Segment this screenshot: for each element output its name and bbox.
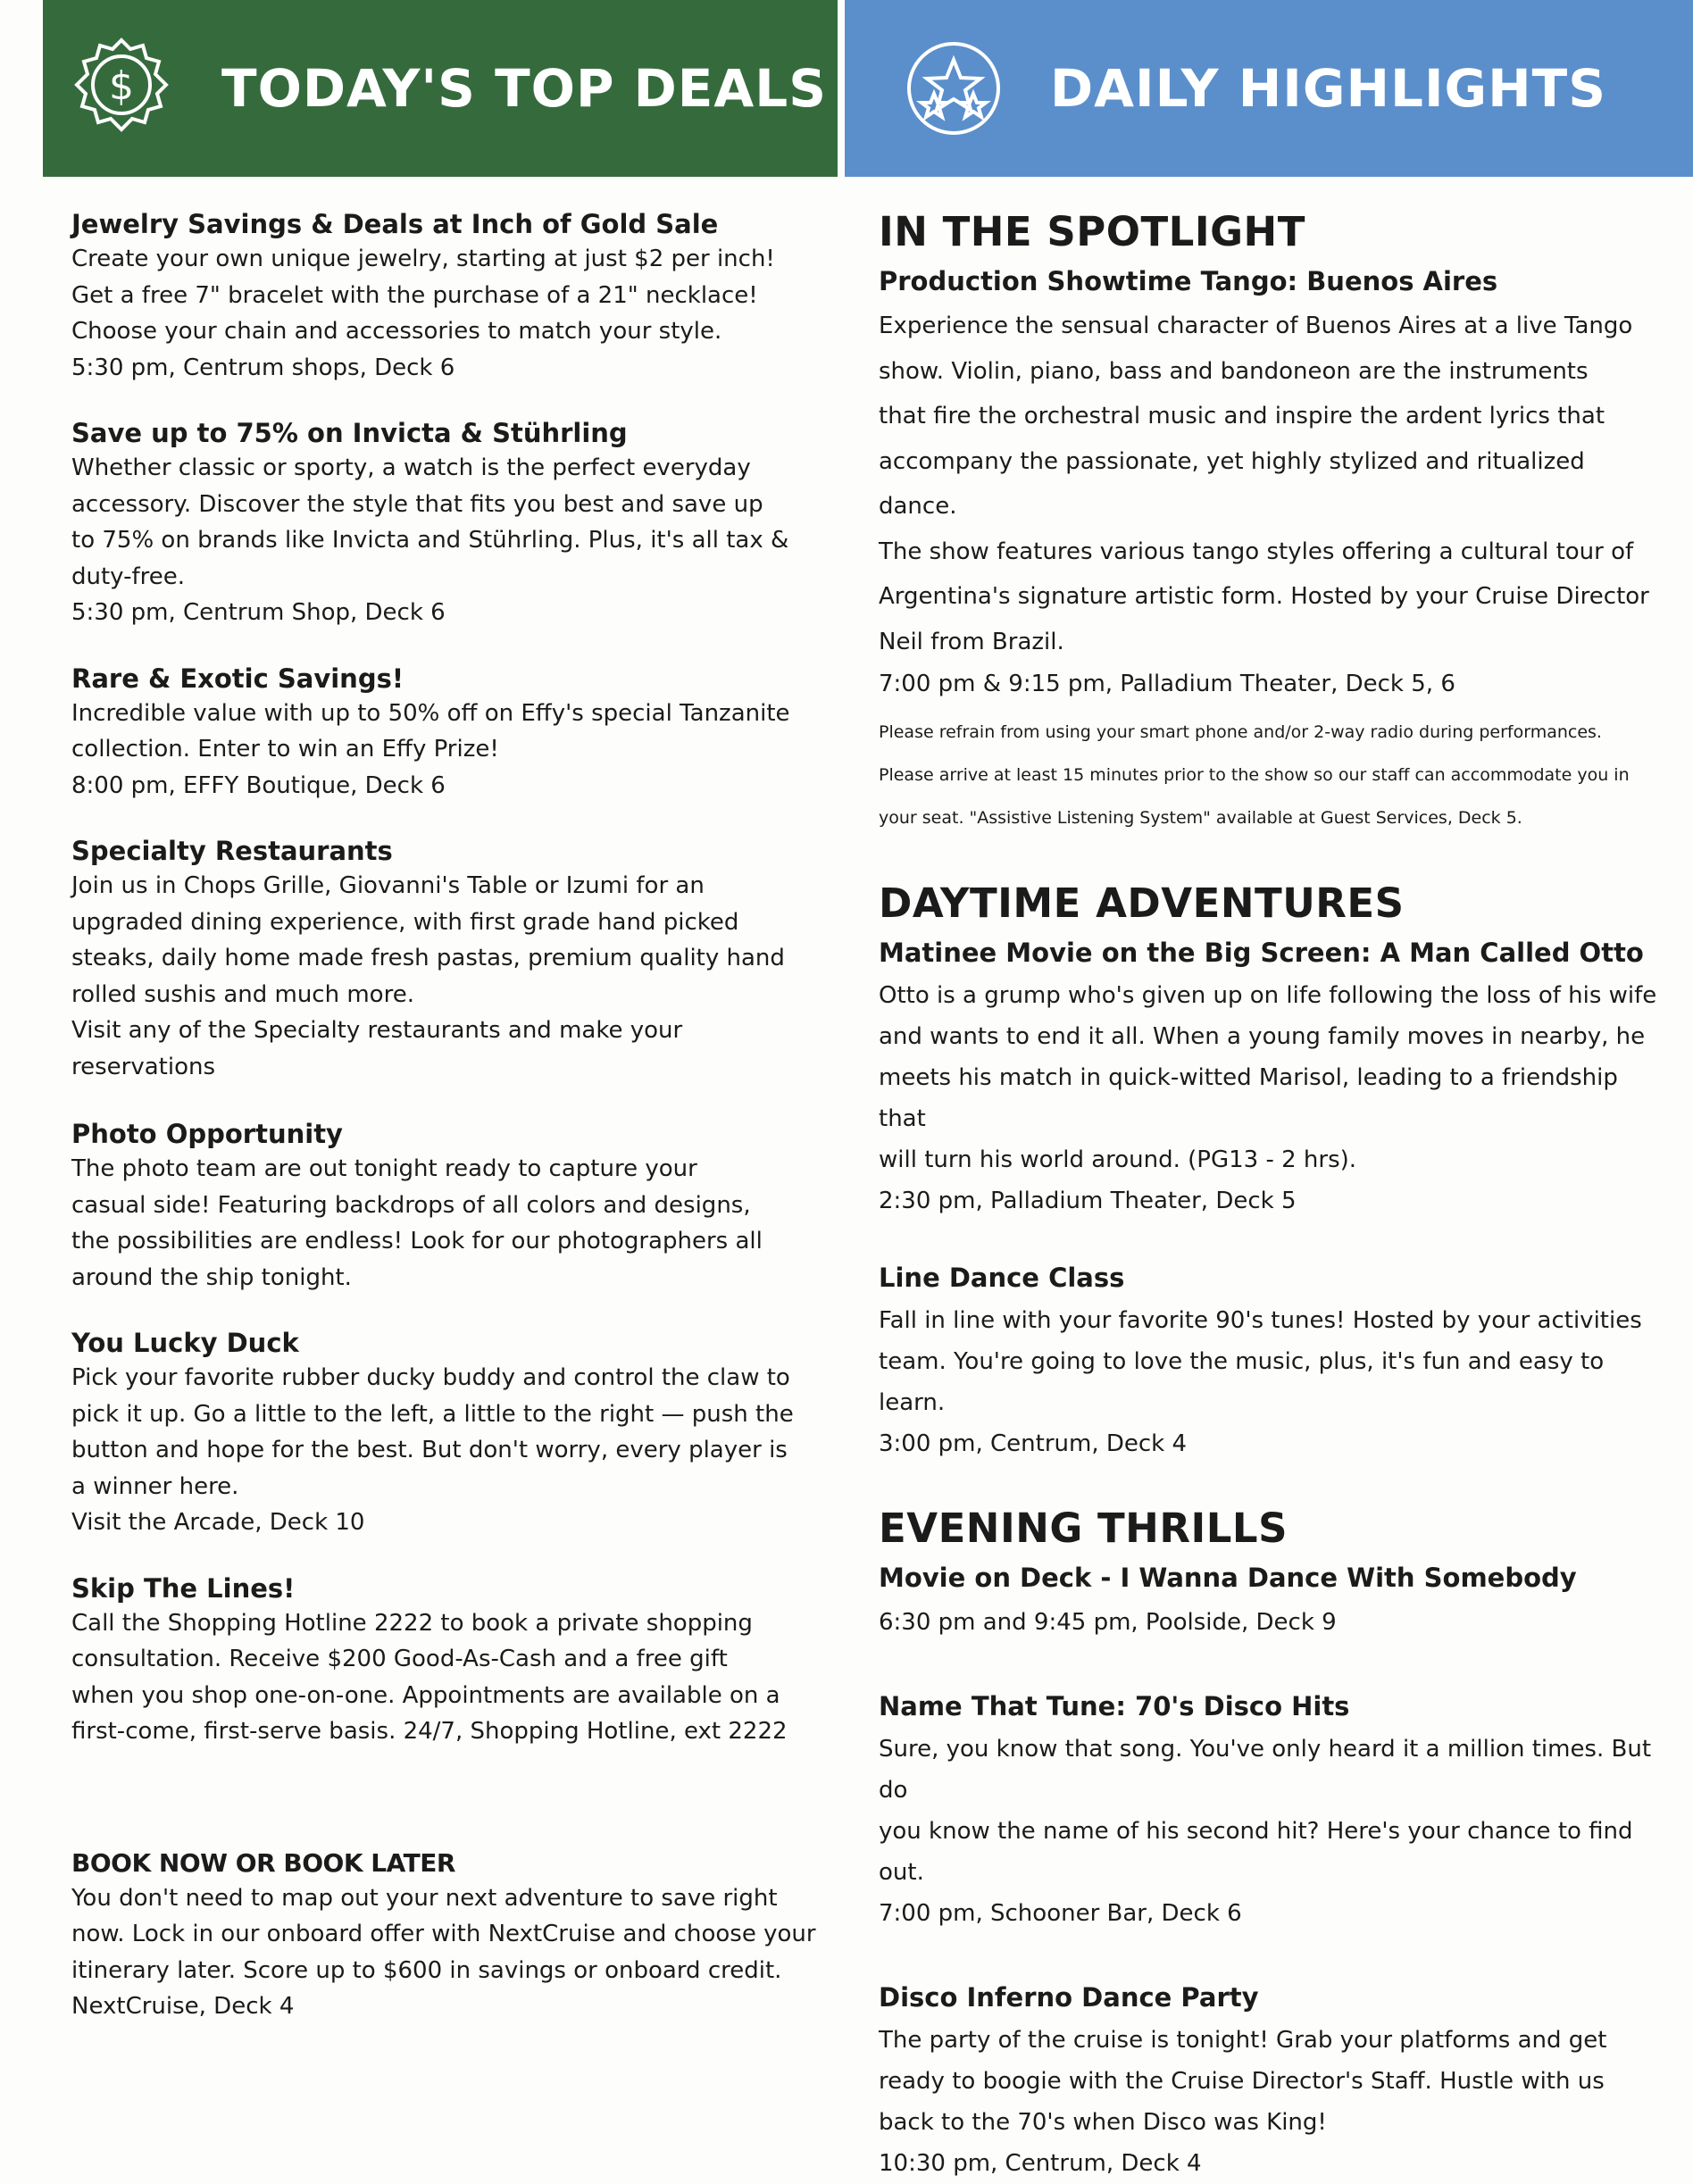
book-now-title: BOOK NOW OR BOOK LATER <box>71 1847 455 1878</box>
deal-title: Rare & Exotic Savings! <box>71 663 404 694</box>
event-text: Sure, you know that song. You've only heard it a million times. But do you know the name of his second hit? Here's your chance to find out. <box>879 1736 1652 1886</box>
top-deals-title: TODAY'S TOP DEALS <box>221 58 828 119</box>
event-item <box>879 1689 1664 1934</box>
event-text: Otto is a grump who's given up on life following the loss of his wife and wants to end it all. When a young family moves in nearby, he meets his match in quick-witted Marisol, leading to a friendship that will turn his world around. (PG13 - 2 hrs). <box>879 982 1657 1173</box>
deal-title: You Lucky Duck <box>71 1328 299 1358</box>
section-heading: IN THE SPOTLIGHT <box>879 208 1305 255</box>
deal-text: Incredible value with up to 50% off on Effy's special Tanzanite collection. Enter to win an Effy Prize! <box>71 699 790 763</box>
daily-highlights-header <box>845 0 1693 177</box>
deal-meta: 8:00 pm, EFFY Boutique, Deck 6 <box>71 771 446 799</box>
event-text: Experience the sensual character of Buenos Aires at a live Tango show. Violin, piano, bass and bandoneon are the instruments that fire the orchestral music and inspire the ardent lyrics that accompany the passionate, yet highly stylized and ritualized dance. The show features various tango styles offering a cultural tour of Argentina's signature artistic form. Hosted by your Cruise Director Neil from Brazil. <box>879 313 1649 655</box>
top-deals-header <box>43 0 838 177</box>
event-text: Fall in line with your favorite 90's tunes! Hosted by your activities team. You're going to love the music, plus, it's fun and easy to learn. <box>879 1307 1642 1416</box>
event-title: Production Showtime Tango: Buenos Aires <box>879 266 1498 296</box>
event-title: Name That Tune: 70's Disco Hits <box>879 1691 1350 1721</box>
event-meta: 7:00 pm & 9:15 pm, Palladium Theater, Deck 5, 6 <box>879 671 1455 697</box>
book-now-text: You don't need to map out your next adventure to save right now. Lock in our onboard offer with NextCruise and choose your itinerary later. Score up to $600 in savings or onboard credit. <box>71 1884 816 1984</box>
deal-skip-lines <box>71 1571 821 1750</box>
daily-highlights-title: DAILY HIGHLIGHTS <box>1050 58 1607 119</box>
event-title: Movie on Deck - I Wanna Dance With Somebody <box>879 1563 1577 1593</box>
deal-text: Create your own unique jewelry, starting at just $2 per inch! Get a free 7" bracelet with the purchase of a 21" necklace! Choose your chain and accessories to match your style. <box>71 246 775 345</box>
deal-title: Save up to 75% on Invicta & Stührling <box>71 418 628 448</box>
svg-text:$: $ <box>109 63 134 109</box>
deal-effy <box>71 662 821 804</box>
event-item <box>879 1261 1664 1464</box>
deal-title: Specialty Restaurants <box>71 836 393 866</box>
event-meta: 10:30 pm, Centrum, Deck 4 <box>879 2150 1202 2177</box>
deal-title: Photo Opportunity <box>71 1119 343 1149</box>
top-deals-column <box>71 207 821 2025</box>
daytime-section <box>879 877 1664 1464</box>
deal-text: Call the Shopping Hotline 2222 to book a private shopping consultation. Receive $200 Good-As-Cash and a free gift when you shop one-on-one. Appointments are available on a first-come, first-serve basis. 24/7, Shopping Hotline, ext 2222 <box>71 1609 788 1745</box>
deal-restaurants <box>71 834 821 1085</box>
deal-text: Pick your favorite rubber ducky buddy and control the claw to pick it up. Go a little to the left, a little to the right — push the button and hope for the best. But don't worry, every player is a winner here. <box>71 1364 794 1500</box>
deal-title: Jewelry Savings & Deals at Inch of Gold Sale <box>71 209 719 239</box>
deal-meta: Visit the Arcade, Deck 10 <box>71 1509 365 1536</box>
deal-jewelry <box>71 207 821 386</box>
deal-meta: 5:30 pm, Centrum shops, Deck 6 <box>71 354 455 381</box>
section-heading: EVENING THRILLS <box>879 1505 1288 1552</box>
event-item <box>879 1561 1664 1643</box>
dollar-badge-icon <box>68 35 175 142</box>
deal-photo <box>71 1117 821 1296</box>
book-now-meta: NextCruise, Deck 4 <box>71 1993 295 2020</box>
event-meta: 3:00 pm, Centrum, Deck 4 <box>879 1430 1188 1457</box>
evening-section <box>879 1502 1664 2184</box>
deal-text: Whether classic or sporty, a watch is the perfect everyday accessory. Discover the style that fits you best and save up to 75% on brands like Invicta and Stührling. Plus, it's all tax & duty-free. <box>71 454 789 590</box>
event-title: Matinee Movie on the Big Screen: A Man Called Otto <box>879 938 1644 968</box>
star-badge-icon <box>900 35 1007 142</box>
performance-note: Please refrain from using your smart phone and/or 2-way radio during performances. Please arrive at least 15 minutes prior to the show so our staff can accommodate you in your seat. "Assistive Listening System" available at Guest Services, Deck 5. <box>879 722 1630 828</box>
event-meta: 2:30 pm, Palladium Theater, Deck 5 <box>879 1188 1297 1214</box>
spotlight-section <box>879 205 1664 839</box>
event-item <box>879 936 1664 1221</box>
event-meta: 6:30 pm and 9:45 pm, Poolside, Deck 9 <box>879 1609 1337 1636</box>
deal-text: Join us in Chops Grille, Giovanni's Table or Izumi for an upgraded dining experience, with first grade hand picked steaks, daily home made fresh pastas, premium quality hand rolled sushis and much more. Visit any of the Specialty restaurants and make your reservations <box>71 872 785 1080</box>
event-item <box>879 1980 1664 2184</box>
event-text: The party of the cruise is tonight! Grab your platforms and get ready to boogie with the Cruise Director's Staff. Hustle with us back to the 70's when Disco was King! <box>879 2027 1607 2136</box>
deal-meta: 5:30 pm, Centrum Shop, Deck 6 <box>71 599 446 626</box>
deal-lucky-duck <box>71 1326 821 1541</box>
deal-title: Skip The Lines! <box>71 1572 296 1604</box>
deal-watches <box>71 416 821 631</box>
section-heading: DAYTIME ADVENTURES <box>879 879 1405 927</box>
book-now-block <box>71 1846 821 2025</box>
event-title: Disco Inferno Dance Party <box>879 1982 1259 2013</box>
event-title: Line Dance Class <box>879 1263 1125 1293</box>
daily-highlights-column <box>879 205 1664 2184</box>
deal-text: The photo team are out tonight ready to capture your casual side! Featuring backdrops of all colors and designs, the possibilities are endless! Look for our photographers all around the ship tonight. <box>71 1155 763 1291</box>
event-meta: 7:00 pm, Schooner Bar, Deck 6 <box>879 1900 1242 1927</box>
